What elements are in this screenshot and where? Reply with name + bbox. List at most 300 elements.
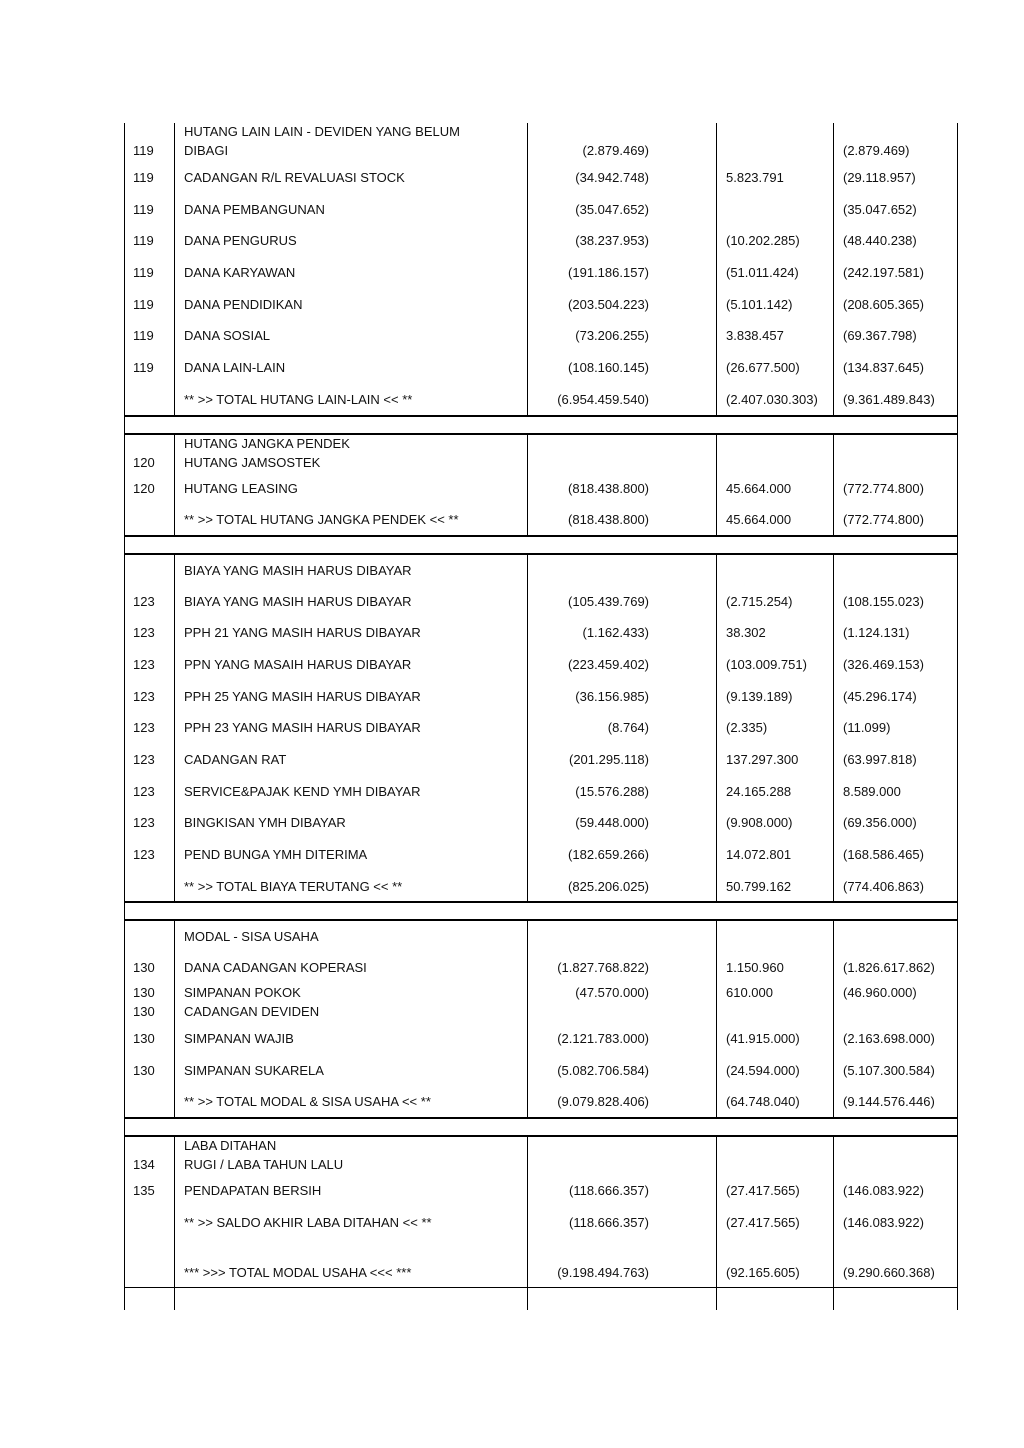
- cell-v2: [716, 384, 834, 415]
- account-name: HUTANG LEASING: [184, 480, 298, 496]
- cell-code: [124, 320, 175, 352]
- account-code: 119: [133, 265, 154, 281]
- cell-code: [124, 586, 175, 618]
- cell-v2: [716, 984, 834, 1023]
- value-col-2: (92.165.605): [726, 1265, 800, 1281]
- value-col-1: (8.764): [607, 720, 649, 736]
- value-col-2: (9.139.189): [726, 688, 793, 704]
- cell-v3: [833, 1207, 958, 1239]
- value-col-3: (69.367.798): [843, 328, 917, 344]
- value-col-2: 45.664.000: [726, 512, 792, 528]
- cell-desc: [174, 289, 528, 321]
- value-col-2: 38.302: [726, 625, 766, 641]
- cell-v3: [833, 649, 958, 681]
- cell-v1: [527, 776, 717, 808]
- value-col-2: (51.011.424): [726, 265, 799, 281]
- total-row: [124, 504, 958, 536]
- value-col-2: (5.101.142): [726, 296, 793, 312]
- cell-v2: [716, 681, 834, 713]
- value-col-3: (1.124.131): [843, 625, 910, 641]
- cell-desc: [174, 473, 528, 505]
- cell-desc: [174, 984, 528, 1023]
- value-col-1: (191.186.157): [568, 265, 649, 281]
- cell-code: [124, 1055, 175, 1087]
- account-code: 130: [133, 984, 155, 1000]
- cell-code: [124, 194, 175, 226]
- cell-v3: [833, 586, 958, 618]
- cell-v2: [716, 586, 834, 618]
- value-col-3: (146.083.922): [843, 1214, 924, 1230]
- value-col-1: (38.237.953): [575, 233, 649, 249]
- value-col-2: (41.915.000): [726, 1030, 800, 1046]
- cell-desc: [174, 1207, 528, 1239]
- value-col-2: (2.715.254): [726, 593, 793, 609]
- table-row: [124, 1055, 958, 1087]
- cell-v1: [527, 257, 717, 289]
- table-row: [124, 1175, 958, 1207]
- table-row: [124, 225, 958, 257]
- table-row: [124, 776, 958, 808]
- cell-v3: [833, 921, 958, 952]
- cell-v2: [716, 649, 834, 681]
- value-col-3: 8.589.000: [843, 783, 901, 799]
- cell-code: [124, 123, 175, 162]
- account-name: PPH 25 YANG MASIH HARUS DIBAYAR: [184, 688, 421, 704]
- cell-code: [124, 617, 175, 649]
- value-col-1: (203.504.223): [568, 296, 649, 312]
- cell-code: [124, 289, 175, 321]
- table-row: [124, 952, 958, 984]
- value-col-3: (35.047.652): [843, 201, 917, 217]
- cell-v3: [833, 473, 958, 505]
- cell-v1: [527, 435, 717, 473]
- cell-code: [124, 839, 175, 871]
- cell-code: [124, 473, 175, 505]
- value-col-1: (223.459.402): [568, 656, 649, 672]
- cell-code: [124, 225, 175, 257]
- cell-desc: [174, 1137, 528, 1175]
- table-row: [124, 194, 958, 226]
- value-col-3: (9.144.576.446): [843, 1094, 935, 1110]
- cell-v2: [716, 952, 834, 984]
- cell-v3: [833, 1023, 958, 1055]
- cell-code: [124, 807, 175, 839]
- cell-desc: [174, 681, 528, 713]
- cell-v1: [527, 871, 717, 902]
- value-col-1: (2.879.469): [582, 143, 649, 158]
- account-code: 123: [133, 625, 155, 641]
- cell-v3: [833, 1238, 958, 1287]
- value-col-1: (118.666.357): [569, 1182, 649, 1198]
- account-code: 123: [133, 656, 155, 672]
- account-code: 123: [133, 847, 155, 863]
- cell-v1: [527, 1175, 717, 1207]
- cell-code: [124, 257, 175, 289]
- cell-v2: [716, 1238, 834, 1287]
- cell-code: [124, 681, 175, 713]
- cell-desc: [174, 712, 528, 744]
- cell-v1: [527, 1086, 717, 1117]
- account-name: SIMPANAN POKOK: [184, 984, 301, 1000]
- account-name-line: HUTANG JAMSOSTEK: [184, 454, 321, 470]
- cell-code: [124, 1238, 175, 1287]
- value-col-2: (24.594.000): [726, 1062, 800, 1078]
- cell-v3: [833, 123, 958, 162]
- section-separator: [124, 416, 958, 434]
- cell-v1: [527, 649, 717, 681]
- cell-desc: [174, 586, 528, 618]
- table-row: [124, 681, 958, 713]
- value-col-3: (29.118.957): [843, 170, 916, 185]
- account-code: 130: [133, 1003, 155, 1019]
- cell-v3: [833, 289, 958, 321]
- cell-v2: [716, 194, 834, 226]
- cell-v1: [527, 1137, 717, 1175]
- value-col-1: (818.438.800): [568, 512, 649, 528]
- cell-desc: [174, 225, 528, 257]
- cell-v2: [716, 435, 834, 473]
- account-code: 119: [133, 296, 154, 312]
- cell-v3: [833, 839, 958, 871]
- value-col-3: (11.099): [843, 720, 891, 736]
- cell-desc: [174, 1175, 528, 1207]
- cell-desc: [174, 776, 528, 808]
- cell-code: [124, 435, 175, 473]
- cell-desc: [174, 1288, 528, 1310]
- account-name: DANA KARYAWAN: [184, 265, 296, 281]
- cell-code: [124, 871, 175, 902]
- cell-v1: [527, 1055, 717, 1087]
- value-col-1: (108.160.145): [568, 360, 649, 376]
- account-name: HUTANG LAIN LAIN - DEVIDEN YANG BELUM: [184, 124, 460, 139]
- cell-v3: [833, 194, 958, 226]
- value-col-1: (1.827.768.822): [557, 960, 649, 976]
- table-row: [124, 617, 958, 649]
- value-col-2: 50.799.162: [726, 878, 792, 894]
- value-col-1: (9.079.828.406): [557, 1094, 649, 1110]
- value-col-3: (108.155.023): [843, 593, 924, 609]
- table-row: [124, 649, 958, 681]
- value-col-1: (47.570.000): [575, 984, 649, 1000]
- value-col-1: (73.206.255): [575, 328, 649, 344]
- cell-v1: [527, 162, 717, 194]
- account-name: SIMPANAN WAJIB: [184, 1030, 294, 1046]
- value-col-2: (103.009.751): [726, 656, 807, 672]
- value-col-2: (10.202.285): [726, 233, 800, 249]
- cell-v1: [527, 617, 717, 649]
- account-name: HUTANG JANGKA PENDEK: [184, 435, 350, 451]
- cell-desc: [174, 744, 528, 776]
- account-name: MODAL - SISA USAHA: [184, 929, 319, 945]
- cell-v3: [833, 952, 958, 984]
- cell-v1: [527, 712, 717, 744]
- cell-v3: [833, 681, 958, 713]
- value-col-3: (772.774.800): [843, 480, 924, 496]
- cell-v2: [716, 1137, 834, 1175]
- section-separator: [124, 536, 958, 554]
- value-col-3: (2.879.469): [843, 143, 910, 158]
- account-name: DANA PENDIDIKAN: [184, 296, 303, 312]
- cell-desc: [174, 1023, 528, 1055]
- account-name: SERVICE&PAJAK KEND YMH DIBAYAR: [184, 783, 421, 799]
- table-row: [124, 123, 958, 162]
- cell-v2: [716, 123, 834, 162]
- value-col-3: (69.356.000): [843, 815, 917, 831]
- account-code: 130: [133, 1062, 155, 1078]
- table-row: [124, 352, 958, 384]
- value-col-2: (2.335): [726, 720, 768, 736]
- cell-v3: [833, 744, 958, 776]
- cell-v1: [527, 289, 717, 321]
- cell-desc: [174, 123, 528, 162]
- value-col-3: (48.440.238): [843, 233, 917, 249]
- account-name: CADANGAN R/L REVALUASI STOCK: [184, 170, 405, 185]
- section-separator: [124, 902, 958, 920]
- account-name: DANA SOSIAL: [184, 328, 270, 344]
- cell-desc: [174, 320, 528, 352]
- account-name: PPN YANG MASAIH HARUS DIBAYAR: [184, 656, 412, 672]
- cell-desc: [174, 617, 528, 649]
- cell-v2: [716, 921, 834, 952]
- cell-v3: [833, 352, 958, 384]
- cell-desc: [174, 871, 528, 902]
- cell-v2: [716, 352, 834, 384]
- cell-v1: [527, 194, 717, 226]
- account-code: 130: [133, 1030, 155, 1046]
- cell-v2: [716, 555, 834, 586]
- cell-v1: [527, 839, 717, 871]
- value-col-2: (27.417.565): [726, 1182, 800, 1198]
- account-code: 119: [133, 233, 154, 249]
- cell-code: [124, 649, 175, 681]
- cell-v1: [527, 225, 717, 257]
- cell-v1: [527, 586, 717, 618]
- value-col-3: (63.997.818): [843, 752, 917, 767]
- cell-v1: [527, 320, 717, 352]
- cell-v3: [833, 1175, 958, 1207]
- value-col-3: (326.469.153): [843, 656, 924, 672]
- cell-v3: [833, 712, 958, 744]
- value-col-3: (772.774.800): [843, 512, 924, 528]
- value-col-3: (9.290.660.368): [843, 1265, 935, 1281]
- cell-v3: [833, 1137, 958, 1175]
- value-col-2: (64.748.040): [726, 1094, 800, 1110]
- cell-desc: [174, 162, 528, 194]
- cell-v2: [716, 1288, 834, 1310]
- cell-v2: [716, 1175, 834, 1207]
- cell-v2: [716, 162, 834, 194]
- cell-desc: [174, 1055, 528, 1087]
- value-col-3: (1.826.617.862): [843, 960, 935, 976]
- cell-v3: [833, 1055, 958, 1087]
- account-code: 123: [133, 593, 155, 609]
- table-row: [124, 1207, 958, 1239]
- account-name-line: CADANGAN DEVIDEN: [184, 1003, 320, 1019]
- cell-v2: [716, 712, 834, 744]
- cell-v1: [527, 384, 717, 415]
- account-name: LABA DITAHAN: [184, 1137, 277, 1153]
- account-name: DANA LAIN-LAIN: [184, 360, 286, 376]
- table-row: [124, 320, 958, 352]
- cell-v2: [716, 1023, 834, 1055]
- account-code: 119: [133, 201, 154, 217]
- cell-desc: [174, 555, 528, 586]
- table-row: [124, 257, 958, 289]
- total-row: [124, 384, 958, 416]
- cell-v2: [716, 1207, 834, 1239]
- cell-v3: [833, 984, 958, 1023]
- value-col-1: (818.438.800): [568, 480, 649, 496]
- total-row: [124, 871, 958, 903]
- account-name: BIAYA YANG MASIH HARUS DIBAYAR: [184, 562, 412, 578]
- cell-v3: [833, 257, 958, 289]
- account-name: ** >> TOTAL HUTANG JANGKA PENDEK << **: [184, 512, 459, 528]
- cell-v3: [833, 871, 958, 902]
- cell-v2: [716, 807, 834, 839]
- value-col-3: (45.296.174): [843, 688, 917, 704]
- cell-v1: [527, 1238, 717, 1287]
- value-col-3: (774.406.863): [843, 878, 924, 894]
- cell-desc: [174, 504, 528, 535]
- cell-desc: [174, 649, 528, 681]
- cell-code: [124, 352, 175, 384]
- value-col-3: (9.361.489.843): [843, 391, 935, 407]
- value-col-3: (242.197.581): [843, 265, 924, 281]
- value-col-1: (5.082.706.584): [557, 1062, 649, 1078]
- cell-code: [124, 1137, 175, 1175]
- value-col-2: 3.838.457: [726, 328, 784, 344]
- cell-v2: [716, 839, 834, 871]
- table-row: [124, 984, 958, 1023]
- cell-v1: [527, 984, 717, 1023]
- account-code: 123: [133, 752, 155, 767]
- cell-v2: [716, 744, 834, 776]
- cell-desc: [174, 839, 528, 871]
- cell-v1: [527, 504, 717, 535]
- cell-v3: [833, 555, 958, 586]
- account-name-line: RUGI / LABA TAHUN LALU: [184, 1156, 344, 1172]
- cell-code: [124, 504, 175, 535]
- cell-v1: [527, 1288, 717, 1310]
- table-row: [124, 712, 958, 744]
- cell-v2: [716, 1055, 834, 1087]
- table-row: [124, 554, 958, 586]
- cell-v1: [527, 1207, 717, 1239]
- cell-desc: [174, 807, 528, 839]
- value-col-2: 24.165.288: [726, 783, 792, 799]
- cell-desc: [174, 257, 528, 289]
- value-col-1: (15.576.288): [575, 783, 649, 799]
- cell-v1: [527, 952, 717, 984]
- cell-desc: [174, 435, 528, 473]
- account-code: 119: [133, 360, 154, 376]
- cell-v3: [833, 504, 958, 535]
- value-col-1: (2.121.783.000): [557, 1030, 649, 1046]
- cell-code: [124, 984, 175, 1023]
- cell-code: [124, 744, 175, 776]
- value-col-3: (5.107.300.584): [843, 1062, 935, 1078]
- account-name: DANA CADANGAN KOPERASI: [184, 960, 367, 976]
- cell-code: [124, 1023, 175, 1055]
- cell-code: [124, 384, 175, 415]
- account-name-line: DIBAGI: [184, 143, 229, 158]
- cell-code: [124, 162, 175, 194]
- cell-v1: [527, 744, 717, 776]
- cell-desc: [174, 384, 528, 415]
- value-col-3: (208.605.365): [843, 296, 924, 312]
- cell-code: [124, 776, 175, 808]
- total-row: [124, 1086, 958, 1118]
- value-col-1: (35.047.652): [575, 201, 649, 217]
- table-tail: [124, 1288, 958, 1310]
- account-code: 130: [133, 960, 155, 976]
- account-name: DANA PEMBANGUNAN: [184, 201, 325, 217]
- table-row: [124, 744, 958, 776]
- table-row: [124, 473, 958, 505]
- value-col-1: (201.295.118): [569, 752, 649, 767]
- value-col-2: (2.407.030.303): [726, 391, 818, 407]
- value-col-1: (34.942.748): [575, 170, 649, 185]
- account-code: 120: [133, 454, 155, 470]
- cell-desc: [174, 352, 528, 384]
- account-code: 119: [133, 143, 154, 158]
- account-name: BIAYA YANG MASIH HARUS DIBAYAR: [184, 593, 412, 609]
- cell-v3: [833, 776, 958, 808]
- ledger-table: [124, 123, 958, 1310]
- cell-v2: [716, 776, 834, 808]
- cell-v2: [716, 473, 834, 505]
- cell-v3: [833, 225, 958, 257]
- cell-code: [124, 921, 175, 952]
- table-row: [124, 1023, 958, 1055]
- cell-code: [124, 952, 175, 984]
- value-col-3: (146.083.922): [843, 1182, 924, 1198]
- value-col-3: (134.837.645): [843, 360, 924, 376]
- cell-v1: [527, 807, 717, 839]
- cell-v3: [833, 320, 958, 352]
- account-code: 123: [133, 783, 155, 799]
- account-name: PEND BUNGA YMH DITERIMA: [184, 847, 368, 863]
- cell-v1: [527, 352, 717, 384]
- value-col-2: 610.000: [726, 984, 773, 1000]
- table-row: [124, 1136, 958, 1175]
- table-row: [124, 839, 958, 871]
- account-name: PPH 21 YANG MASIH HARUS DIBAYAR: [184, 625, 421, 641]
- cell-code: [124, 555, 175, 586]
- value-col-3: (168.586.465): [843, 847, 924, 863]
- cell-v3: [833, 1288, 958, 1310]
- account-code: 135: [133, 1182, 155, 1198]
- cell-v2: [716, 504, 834, 535]
- account-name: ** >> TOTAL HUTANG LAIN-LAIN << **: [184, 391, 413, 407]
- cell-v3: [833, 807, 958, 839]
- cell-desc: [174, 952, 528, 984]
- account-name: SIMPANAN SUKARELA: [184, 1062, 324, 1078]
- cell-v3: [833, 162, 958, 194]
- cell-code: [124, 1086, 175, 1117]
- cell-v2: [716, 257, 834, 289]
- account-name: ** >> SALDO AKHIR LABA DITAHAN << **: [184, 1214, 432, 1230]
- table-row: [124, 920, 958, 952]
- table-row: [124, 289, 958, 321]
- cell-v1: [527, 555, 717, 586]
- account-name: PENDAPATAN BERSIH: [184, 1182, 322, 1198]
- account-code: 134: [133, 1156, 155, 1172]
- cell-v1: [527, 921, 717, 952]
- account-name: DANA PENGURUS: [184, 233, 297, 249]
- account-name: PPH 23 YANG MASIH HARUS DIBAYAR: [184, 720, 421, 736]
- value-col-2: (26.677.500): [726, 360, 800, 376]
